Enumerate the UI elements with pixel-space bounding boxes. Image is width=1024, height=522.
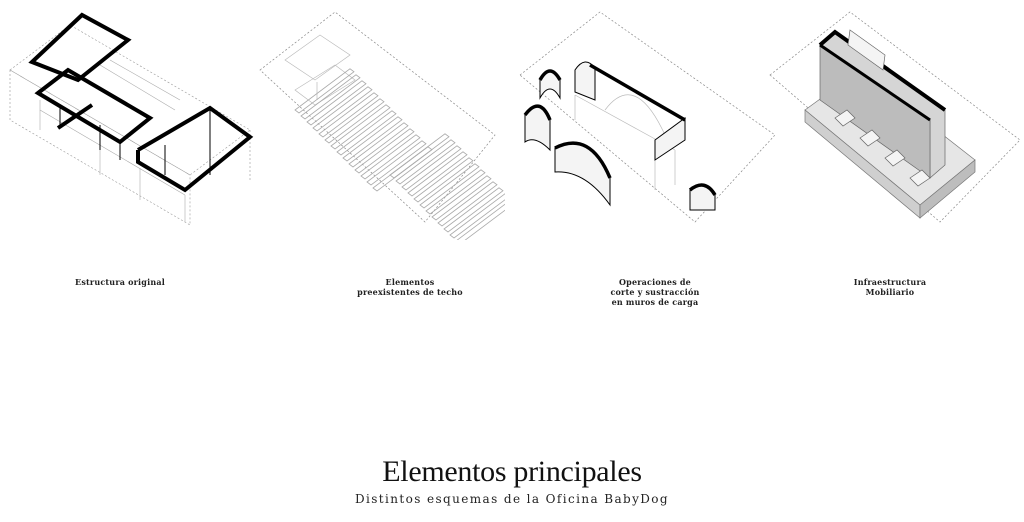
axonometric-original-structure bbox=[0, 0, 260, 240]
caption-line: Elementos bbox=[385, 277, 435, 287]
caption-line: Operaciones de bbox=[619, 277, 691, 287]
roof-beam bbox=[408, 152, 467, 196]
caption-estructura-original bbox=[30, 277, 210, 287]
page-subtitle: Distintos esquemas de la Oficina BabyDog bbox=[354, 492, 670, 506]
roof-beam bbox=[456, 200, 505, 240]
roof-beam bbox=[367, 141, 426, 185]
roof-beam bbox=[426, 170, 485, 214]
caption-infraestructura bbox=[800, 277, 980, 297]
caption-line: preexistentes de techo bbox=[357, 287, 463, 297]
roof-beam bbox=[414, 158, 473, 202]
caption-line: Estructura original bbox=[75, 277, 165, 287]
axonometric-cut-operations bbox=[515, 0, 780, 240]
roof-beam bbox=[390, 134, 449, 178]
roof-beam bbox=[396, 140, 455, 184]
axonometric-infrastructure bbox=[765, 0, 1024, 240]
roof-beam bbox=[444, 188, 503, 232]
caption-line: en muros de carga bbox=[611, 297, 699, 307]
axonometric-roof-elements bbox=[255, 0, 505, 240]
roof-beam bbox=[432, 176, 491, 220]
caption-line: Infraestructura bbox=[853, 277, 927, 287]
roof-beam bbox=[402, 146, 461, 190]
roof-beam bbox=[307, 81, 366, 125]
roof-beam bbox=[337, 111, 396, 155]
roof-beam bbox=[355, 129, 414, 173]
caption-elementos-techo bbox=[320, 277, 500, 297]
caption-line: Mobiliario bbox=[865, 287, 915, 297]
roof-beam bbox=[325, 99, 384, 143]
diagram-infraestructura bbox=[765, 0, 1024, 240]
roof-beam bbox=[349, 123, 408, 167]
caption-line: corte y sustracción bbox=[610, 287, 700, 297]
roof-beam bbox=[373, 147, 432, 191]
roof-beam bbox=[313, 87, 372, 131]
roof-beam bbox=[438, 182, 497, 226]
caption-operaciones-corte bbox=[565, 277, 745, 307]
roof-beam bbox=[343, 117, 402, 161]
roof-beam bbox=[301, 75, 360, 119]
roof-beam bbox=[319, 93, 378, 137]
diagram-elementos-techo bbox=[255, 0, 505, 240]
roof-beam bbox=[420, 164, 479, 208]
roof-beam bbox=[331, 105, 390, 149]
diagram-estructura-original bbox=[0, 0, 260, 240]
page-title: Elementos principales bbox=[382, 455, 642, 488]
roof-beam bbox=[295, 69, 354, 113]
roof-beam bbox=[361, 135, 420, 179]
diagram-operaciones-corte bbox=[515, 0, 780, 240]
